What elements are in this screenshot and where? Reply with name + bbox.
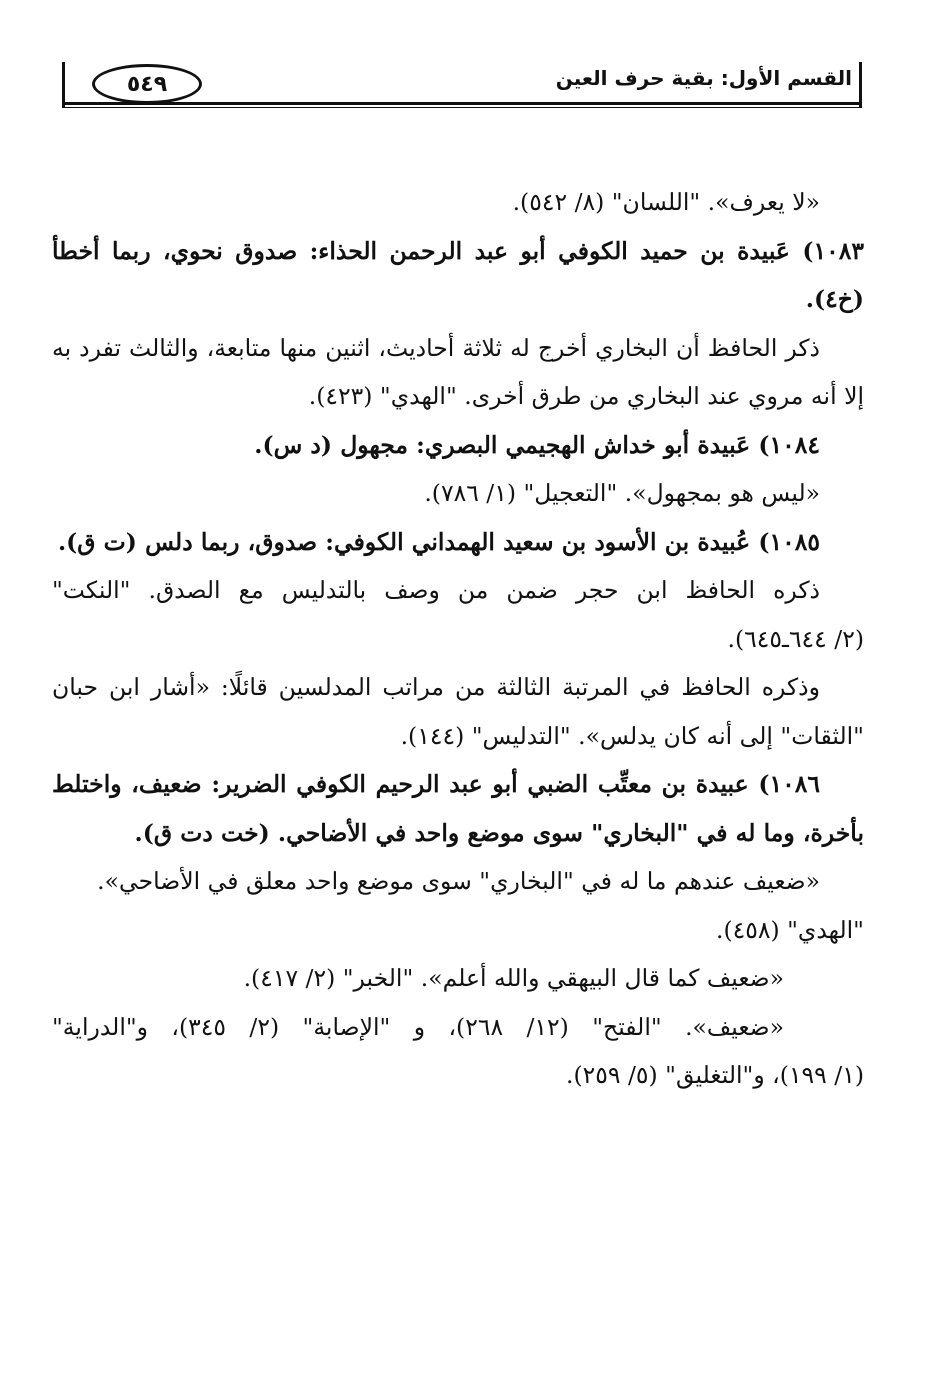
text-line: ١٠٨٥) عُبيدة بن الأسود بن سعيد الهمداني الكوفي: صدوق، ربما دلس (ت ق). xyxy=(57,527,820,556)
text-line: ذكره الحافظ ابن حجر ضمن من وصف بالتدليس مع الصدق. "النكت" xyxy=(52,576,820,604)
running-title: القسم الأول: بقية حرف العين xyxy=(555,66,852,90)
text-line: «ضعيف كما قال البيهقي والله أعلم». "الخبر" (٢/ ٤١٧). xyxy=(243,964,784,992)
text-line: "الهدي" (٤٥٨). xyxy=(715,915,864,944)
text-line: «ليس هو بمجهول». "التعجيل" (١/ ٧٨٦). xyxy=(424,479,820,507)
text-line: ١٠٨٤) عَبيدة أبو خداش الهجيمي البصري: مجهول (د س). xyxy=(254,430,820,459)
text-line: (١/ ١٩٩)، و"التغليق" (٥/ ٢٥٩). xyxy=(565,1061,864,1089)
text-line: (خ٤). xyxy=(805,285,864,313)
text-line: (٢/ ٦٤٤ـ٦٤٥). xyxy=(727,624,864,653)
page-header xyxy=(62,62,862,106)
text-line: ١٠٨٦) عبيدة بن معتِّب الضبي أبو عبد الرحيم الكوفي الضرير: ضعيف، واختلط xyxy=(52,770,820,798)
text-line: بأخرة، وما له في "البخاري" سوى موضع واحد في الأضاحي. (خت دت ق). xyxy=(134,818,864,847)
text-line: «ضعيف عندهم ما له في "البخاري" سوى موضع واحد معلق في الأضاحي». xyxy=(97,867,820,895)
text-line: ذكر الحافظ أن البخاري أخرج له ثلاثة أحاديث، اثنين منها متابعة، والثالث تفرد به xyxy=(52,333,820,362)
text-line: ١٠٨٣) عَبيدة بن حميد الكوفي أبو عبد الرحمن الحذاء: صدوق نحوي، ربما أخطأ xyxy=(52,236,864,265)
page-number: ٥٤٩ xyxy=(92,64,202,104)
text-line: وذكره الحافظ في المرتبة الثالثة من مراتب المدلسين قائلًا: «أشار ابن حبان xyxy=(52,673,820,701)
text-line: إلا أنه مروي عند البخاري من طرق أخرى. "الهدي" (٤٢٣). xyxy=(308,382,864,410)
text-line: «لا يعرف». "اللسان" (٨/ ٥٤٢). xyxy=(512,188,820,216)
page-body xyxy=(52,178,864,1100)
header-rule xyxy=(62,102,862,108)
text-line: "الثقات" إلى أنه كان يدلس». "التدليس" (١٤٤). xyxy=(400,721,864,750)
text-line: «ضعيف». "الفتح" (١٢/ ٢٦٨)، و "الإصابة" (٢/ ٣٤٥)، و"الدراية" xyxy=(52,1012,784,1041)
